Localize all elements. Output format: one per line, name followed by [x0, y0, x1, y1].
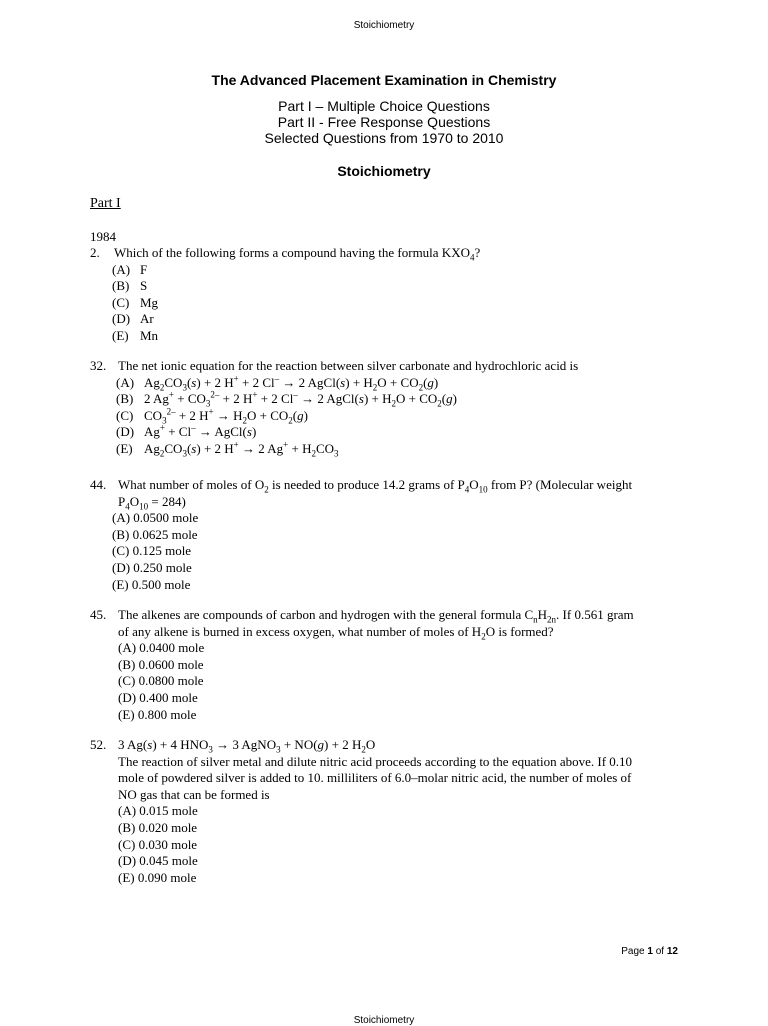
question-stem: The net ionic equation for the reaction between silver carbonate and hydrochloric acid is — [118, 358, 579, 373]
question-52 — [90, 737, 632, 886]
answer-option: (D) Ag+ + Cl– → AgCl(s) — [116, 423, 257, 440]
answer-option: (E) 0.090 mole — [118, 869, 197, 885]
running-footer: Stoichiometry — [353, 1015, 415, 1026]
question-number: 45. — [90, 607, 107, 622]
answer-option: (E) Mn — [112, 327, 159, 343]
question-stem-continued: NO gas that can be formed is — [118, 786, 270, 802]
answer-option: (C) 0.0800 mole — [118, 673, 204, 689]
answer-option: (C) 0.030 mole — [118, 836, 198, 852]
answer-option: (A) 0.015 mole — [118, 803, 198, 819]
question-number: 2. — [90, 245, 100, 260]
answer-option: (B) S — [112, 278, 148, 294]
reaction-equation: 3 Ag(s) + 4 $HNO_3 \to 3$ AgNO$_3$ + NO(g) + 2 $H_2O$ — [118, 737, 376, 755]
question-number: 52. — [90, 737, 107, 752]
question-stem-continued: $P_4O_{10} = 284$) — [118, 493, 186, 512]
answer-option: (D) 0.400 mole — [118, 689, 198, 705]
answer-option: (A) $Ag_2CO_3(s) + 2$ H+ + 2 Cl– → 2 AgCl(s) + $H_2O + CO_2(g)$ — [116, 373, 439, 393]
page-number: Page 1 of 12 — [621, 946, 678, 957]
year-label: 1984 — [90, 229, 116, 244]
subtitle-part-1: Part I – Multiple Choice Questions — [278, 98, 490, 114]
answer-option: (D) Ar — [112, 311, 154, 327]
question-stem: The reaction of silver metal and dilute nitric acid proceeds according to the equation above. If 0.10 — [118, 753, 633, 769]
question-stem: The alkenes are compounds of carbon and hydrogen with the general formula $C_nH_{2n}$. If 0.561 gram — [118, 607, 634, 625]
answer-option: (C) $CO_3^{2-} + 2$ $H^+ \to H_2O + CO_2(g)$ — [116, 406, 308, 426]
question-2 — [90, 245, 480, 345]
question-number: 32. — [90, 358, 107, 373]
question-stem-continued: mole of powdered silver is added to 10. milliliters of 6.0–molar nitric acid, the number of moles of — [118, 770, 632, 786]
answer-option: (E) 0.800 mole — [118, 706, 197, 722]
answer-option: (E) $Ag_2CO_3(s) + 2$ H+ → 2 $Ag^+ + H_2CO_3$ — [116, 439, 339, 459]
question-number: 44. — [90, 477, 107, 492]
answer-option: (A) 0.0500 mole — [112, 510, 199, 526]
answer-option: (E) 0.500 mole — [112, 576, 191, 592]
topic-heading: Stoichiometry — [337, 163, 431, 179]
question-stem: Which of the following forms a compound having the formula $KXO_4$? — [114, 245, 481, 263]
answer-option: (B) 2 $Ag^+ + CO_3^{2-} + 2$ H+ + 2 Cl– → 2 AgCl(s) + $H_2O + CO_2(g)$ — [116, 389, 457, 409]
answer-option: (A) 0.0400 mole — [118, 640, 205, 656]
running-header: Stoichiometry — [353, 20, 415, 31]
question-44 — [90, 477, 632, 593]
exam-title: The Advanced Placement Examination in Chemistry — [211, 72, 557, 88]
answer-option: (B) 0.0625 mole — [112, 526, 198, 542]
question-45 — [90, 607, 634, 723]
question-32 — [90, 358, 578, 458]
question-stem-continued: of any alkene is burned in excess oxygen, what number of moles of $H_2O$ is formed? — [118, 623, 554, 642]
answer-option: (B) 0.0600 mole — [118, 656, 204, 672]
part-label: Part I — [90, 196, 121, 211]
question-stem: What number of moles of $O_2$ is needed to produce 14.2 grams of $P_4O_{10}$ from P? (Molecular weight — [118, 477, 633, 495]
answer-option: (D) 0.250 mole — [112, 559, 192, 575]
answer-option: (B) 0.020 mole — [118, 819, 198, 835]
subtitle-selection: Selected Questions from 1970 to 2010 — [264, 130, 504, 146]
subtitle-part-2: Part II - Free Response Questions — [277, 114, 491, 130]
answer-option: (C) Mg — [112, 294, 159, 310]
answer-option: (C) 0.125 mole — [112, 543, 192, 559]
answer-option: (D) 0.045 mole — [118, 853, 198, 869]
answer-option: (A) F — [112, 261, 148, 277]
